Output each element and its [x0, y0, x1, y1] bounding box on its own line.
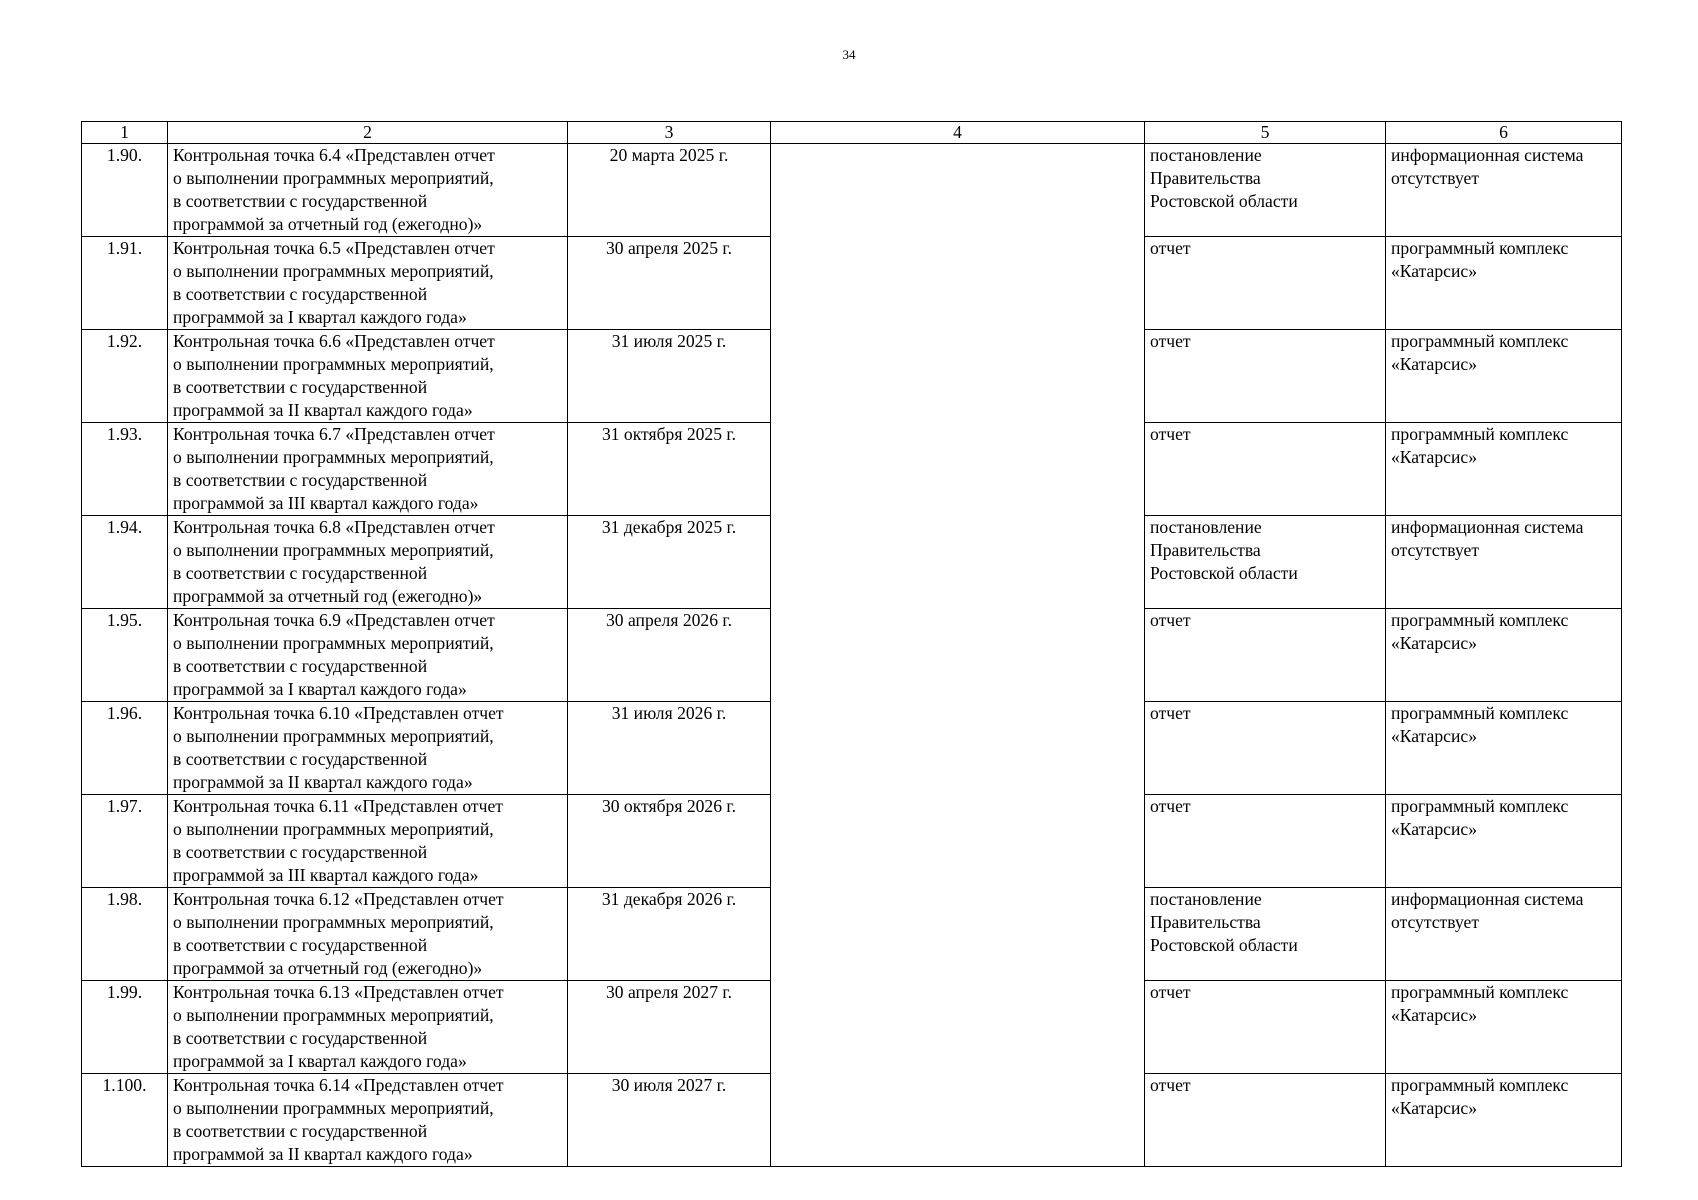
- control-point-name-line: Контрольная точка 6.10 «Представлен отчет: [173, 703, 504, 723]
- information-system-line: информационная система: [1391, 517, 1584, 537]
- information-system: [1386, 981, 1622, 1074]
- document-type: [1145, 888, 1386, 981]
- control-point-name-line: о выполнении программных мероприятий,: [173, 726, 494, 746]
- responsible-column-cell: [771, 144, 1145, 1167]
- information-system-line: «Катарсис»: [1391, 261, 1477, 281]
- table-header: [82, 122, 1622, 144]
- document-type-line: Ростовской области: [1150, 935, 1298, 955]
- information-system-line: «Катарсис»: [1391, 819, 1477, 839]
- control-point-name-line: о выполнении программных мероприятий,: [173, 912, 494, 932]
- control-point-name-line: программой за III квартал каждого года»: [173, 865, 479, 885]
- column-header-1: 1: [82, 122, 168, 144]
- control-point-name-line: о выполнении программных мероприятий,: [173, 354, 494, 374]
- control-point-name: [168, 516, 568, 609]
- control-point-name: [168, 1074, 568, 1167]
- information-system: [1386, 1074, 1622, 1167]
- document-type: [1145, 1074, 1386, 1167]
- control-point-name: [168, 423, 568, 516]
- row-number: 1.91.: [82, 237, 168, 330]
- control-point-name-line: Контрольная точка 6.4 «Представлен отчет: [173, 145, 495, 165]
- document-type: [1145, 423, 1386, 516]
- information-system-line: программный комплекс: [1391, 238, 1569, 258]
- information-system-line: «Катарсис»: [1391, 726, 1477, 746]
- control-point-name-line: программой за I квартал каждого года»: [173, 1051, 467, 1071]
- deadline-date: 30 апреля 2026 г.: [568, 609, 771, 702]
- column-header-6: 6: [1386, 122, 1622, 144]
- row-number: 1.93.: [82, 423, 168, 516]
- deadline-date: 30 апреля 2025 г.: [568, 237, 771, 330]
- control-point-name-line: в соответствии с государственной: [173, 1028, 428, 1048]
- information-system-line: «Катарсис»: [1391, 447, 1477, 467]
- deadline-date: 30 октября 2026 г.: [568, 795, 771, 888]
- document-type-line: постановление: [1150, 889, 1262, 909]
- control-point-name-line: программой за отчетный год (ежегодно)»: [173, 958, 483, 978]
- table-row: [82, 144, 1622, 237]
- control-point-name-line: в соответствии с государственной: [173, 842, 428, 862]
- control-point-name: [168, 237, 568, 330]
- control-point-name-line: программой за отчетный год (ежегодно)»: [173, 586, 483, 606]
- document-type-line: отчет: [1150, 1075, 1191, 1095]
- control-point-name: [168, 702, 568, 795]
- column-header-4: 4: [771, 122, 1145, 144]
- row-number: 1.99.: [82, 981, 168, 1074]
- control-point-name-line: программой за III квартал каждого года»: [173, 493, 479, 513]
- control-point-name-line: в соответствии с государственной: [173, 563, 428, 583]
- information-system: [1386, 423, 1622, 516]
- control-point-name: [168, 795, 568, 888]
- information-system-line: «Катарсис»: [1391, 1005, 1477, 1025]
- information-system: [1386, 237, 1622, 330]
- row-number: 1.90.: [82, 144, 168, 237]
- document-type-line: постановление: [1150, 145, 1262, 165]
- information-system-line: «Катарсис»: [1391, 1098, 1477, 1118]
- control-point-name: [168, 888, 568, 981]
- header-row: [82, 122, 1622, 144]
- row-number: 1.97.: [82, 795, 168, 888]
- document-type-line: отчет: [1150, 331, 1191, 351]
- row-number: 1.98.: [82, 888, 168, 981]
- document-type-line: Ростовской области: [1150, 563, 1298, 583]
- deadline-date: 31 июля 2025 г.: [568, 330, 771, 423]
- row-number: 1.94.: [82, 516, 168, 609]
- document-type: [1145, 330, 1386, 423]
- information-system: [1386, 516, 1622, 609]
- information-system-line: отсутствует: [1391, 540, 1480, 560]
- information-system: [1386, 888, 1622, 981]
- control-point-name-line: в соответствии с государственной: [173, 935, 428, 955]
- control-point-name: [168, 981, 568, 1074]
- document-type-line: постановление: [1150, 517, 1262, 537]
- control-point-name-line: о выполнении программных мероприятий,: [173, 168, 494, 188]
- document-type-line: отчет: [1150, 703, 1191, 723]
- document-type: [1145, 795, 1386, 888]
- control-point-name-line: Контрольная точка 6.12 «Представлен отчет: [173, 889, 504, 909]
- document-type-line: Правительства: [1150, 540, 1261, 560]
- control-point-name-line: Контрольная точка 6.11 «Представлен отчет: [173, 796, 503, 816]
- information-system-line: отсутствует: [1391, 912, 1480, 932]
- control-point-name-line: о выполнении программных мероприятий,: [173, 540, 494, 560]
- control-point-name-line: Контрольная точка 6.14 «Представлен отчет: [173, 1075, 504, 1095]
- document-type-line: Ростовской области: [1150, 191, 1298, 211]
- control-point-name: [168, 144, 568, 237]
- control-point-name-line: о выполнении программных мероприятий,: [173, 1098, 494, 1118]
- control-point-name: [168, 330, 568, 423]
- control-point-name-line: Контрольная точка 6.7 «Представлен отчет: [173, 424, 495, 444]
- information-system-line: программный комплекс: [1391, 982, 1569, 1002]
- document-type-line: Правительства: [1150, 912, 1261, 932]
- information-system: [1386, 795, 1622, 888]
- control-point-name-line: в соответствии с государственной: [173, 656, 428, 676]
- control-point-name-line: в соответствии с государственной: [173, 470, 428, 490]
- control-point-name-line: Контрольная точка 6.6 «Представлен отчет: [173, 331, 495, 351]
- information-system-line: информационная система: [1391, 145, 1584, 165]
- table-body: [82, 144, 1622, 1167]
- control-point-name-line: программой за II квартал каждого года»: [173, 772, 473, 792]
- control-point-name-line: в соответствии с государственной: [173, 191, 428, 211]
- control-point-name-line: программой за отчетный год (ежегодно)»: [173, 214, 483, 234]
- deadline-date: 31 октября 2025 г.: [568, 423, 771, 516]
- information-system: [1386, 609, 1622, 702]
- page-number: 34: [842, 47, 856, 62]
- control-point-name-line: о выполнении программных мероприятий,: [173, 261, 494, 281]
- document-type-line: отчет: [1150, 238, 1191, 258]
- information-system: [1386, 330, 1622, 423]
- document-type: [1145, 702, 1386, 795]
- information-system-line: «Катарсис»: [1391, 633, 1477, 653]
- information-system-line: программный комплекс: [1391, 331, 1569, 351]
- document-type-line: Правительства: [1150, 168, 1261, 188]
- document-type-line: отчет: [1150, 610, 1191, 630]
- control-point-name-line: в соответствии с государственной: [173, 749, 428, 769]
- control-point-name-line: в соответствии с государственной: [173, 284, 428, 304]
- deadline-date: 31 декабря 2025 г.: [568, 516, 771, 609]
- document-type: [1145, 516, 1386, 609]
- information-system-line: программный комплекс: [1391, 1075, 1569, 1095]
- information-system-line: отсутствует: [1391, 168, 1480, 188]
- control-point-name-line: программой за II квартал каждого года»: [173, 400, 473, 420]
- document-type: [1145, 981, 1386, 1074]
- control-point-name-line: Контрольная точка 6.9 «Представлен отчет: [173, 610, 495, 630]
- information-system-line: программный комплекс: [1391, 610, 1569, 630]
- control-point-name-line: Контрольная точка 6.8 «Представлен отчет: [173, 517, 495, 537]
- control-point-name-line: программой за I квартал каждого года»: [173, 307, 467, 327]
- document-type-line: отчет: [1150, 982, 1191, 1002]
- control-points-table: [81, 121, 1622, 1167]
- deadline-date: 30 июля 2027 г.: [568, 1074, 771, 1167]
- row-number: 1.95.: [82, 609, 168, 702]
- row-number: 1.92.: [82, 330, 168, 423]
- control-point-name-line: Контрольная точка 6.5 «Представлен отчет: [173, 238, 495, 258]
- deadline-date: 31 июля 2026 г.: [568, 702, 771, 795]
- control-point-name-line: о выполнении программных мероприятий,: [173, 633, 494, 653]
- control-point-name-line: о выполнении программных мероприятий,: [173, 447, 494, 467]
- information-system-line: программный комплекс: [1391, 796, 1569, 816]
- information-system: [1386, 144, 1622, 237]
- control-point-name-line: Контрольная точка 6.13 «Представлен отчет: [173, 982, 504, 1002]
- control-point-name-line: о выполнении программных мероприятий,: [173, 819, 494, 839]
- information-system: [1386, 702, 1622, 795]
- control-point-name-line: о выполнении программных мероприятий,: [173, 1005, 494, 1025]
- document-type: [1145, 237, 1386, 330]
- information-system-line: информационная система: [1391, 889, 1584, 909]
- document-type: [1145, 144, 1386, 237]
- column-header-2: 2: [168, 122, 568, 144]
- control-point-name-line: в соответствии с государственной: [173, 1121, 428, 1141]
- document-type: [1145, 609, 1386, 702]
- control-point-name: [168, 609, 568, 702]
- information-system-line: программный комплекс: [1391, 703, 1569, 723]
- deadline-date: 30 апреля 2027 г.: [568, 981, 771, 1074]
- document-type-line: отчет: [1150, 796, 1191, 816]
- control-point-name-line: программой за II квартал каждого года»: [173, 1144, 473, 1164]
- control-point-name-line: в соответствии с государственной: [173, 377, 428, 397]
- document-type-line: отчет: [1150, 424, 1191, 444]
- row-number: 1.96.: [82, 702, 168, 795]
- column-header-5: 5: [1145, 122, 1386, 144]
- information-system-line: «Катарсис»: [1391, 354, 1477, 374]
- deadline-date: 31 декабря 2026 г.: [568, 888, 771, 981]
- row-number: 1.100.: [82, 1074, 168, 1167]
- control-point-name-line: программой за I квартал каждого года»: [173, 679, 467, 699]
- information-system-line: программный комплекс: [1391, 424, 1569, 444]
- deadline-date: 20 марта 2025 г.: [568, 144, 771, 237]
- column-header-3: 3: [568, 122, 771, 144]
